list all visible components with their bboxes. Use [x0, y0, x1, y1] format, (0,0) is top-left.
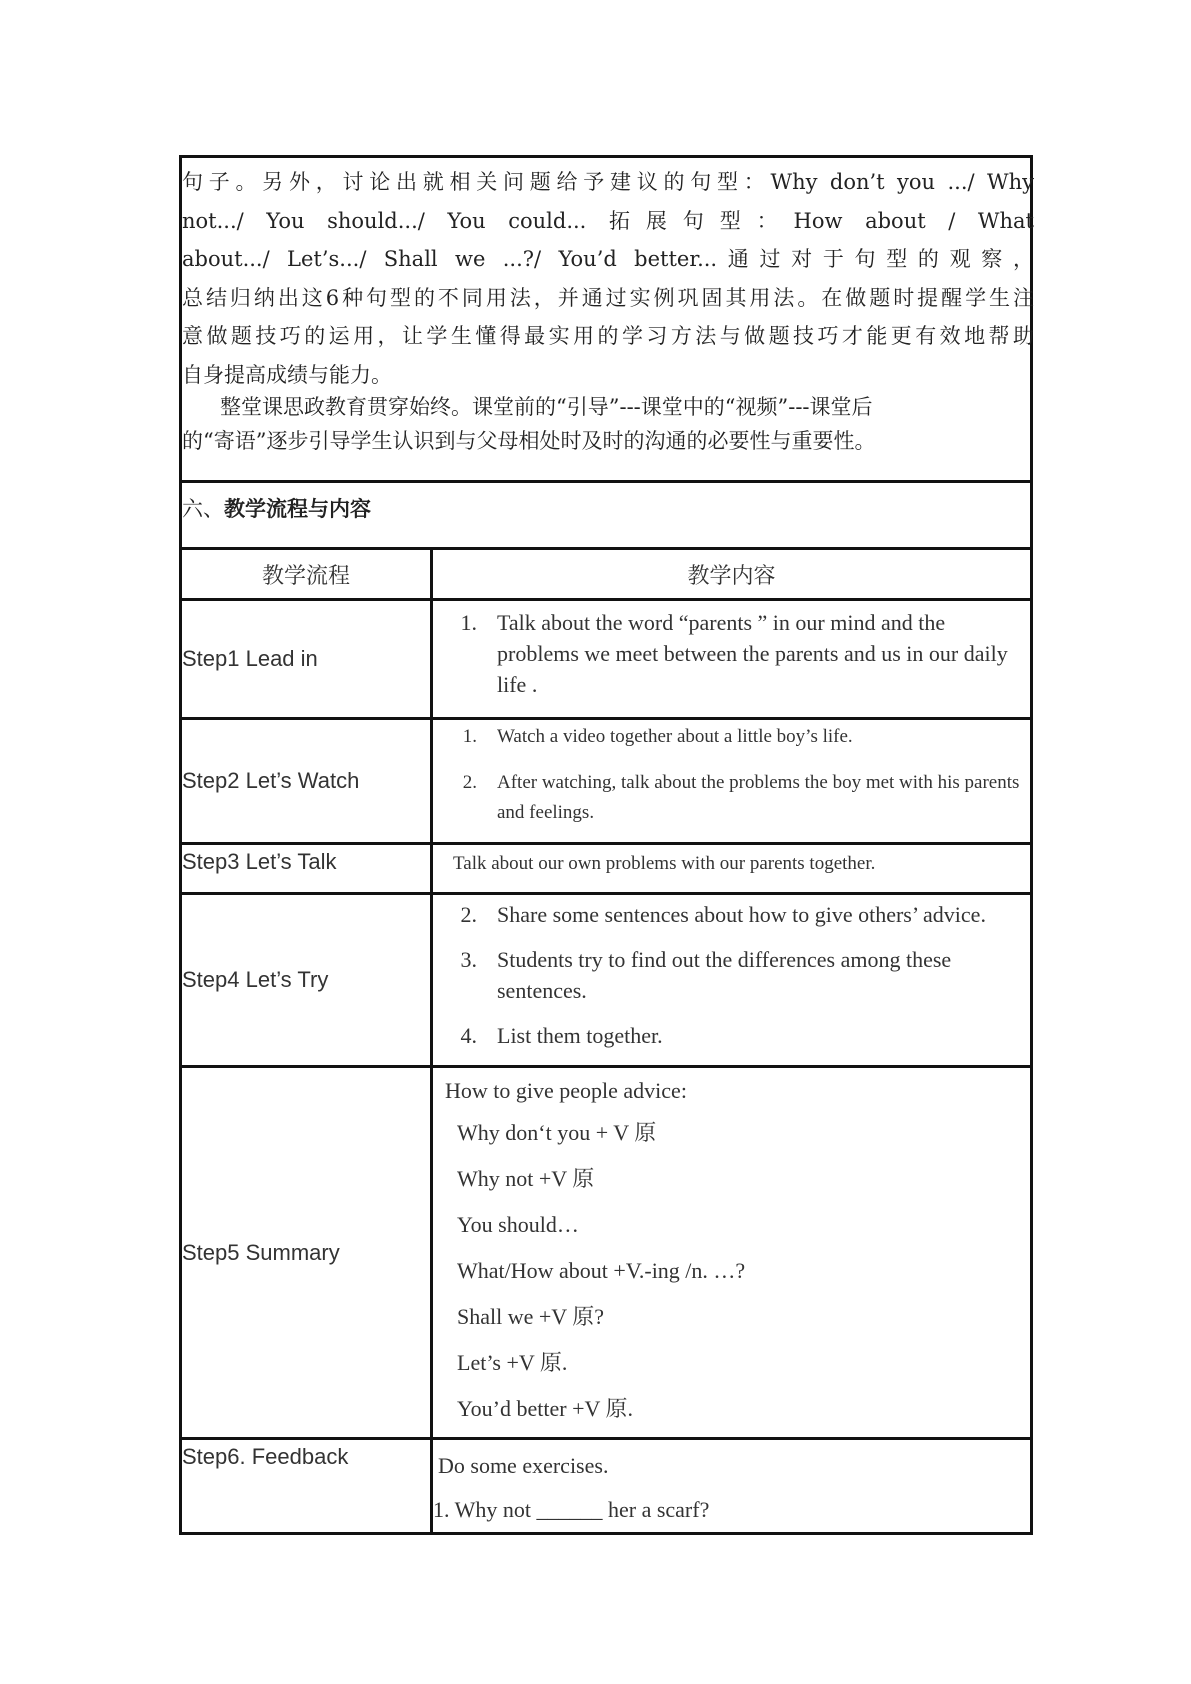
- summary-line: What/How about +V.-ing /n. …?: [457, 1258, 746, 1283]
- list-item: 1. Watch a video together about a little boy’s life.: [462, 726, 853, 747]
- list-item: 2. Share some sentences about how to give others’ advice.: [460, 902, 986, 927]
- table-header-row: [181, 549, 1032, 600]
- step-label: Step5 Summary: [181, 1067, 432, 1439]
- feedback-question: 1. Why not ______ her a scarf?: [433, 1497, 710, 1522]
- intro-line-6: 自身提高成绩与能力。: [182, 362, 392, 387]
- summary-line: Let’s +V 原.: [457, 1350, 568, 1375]
- feedback-line: Do some exercises.: [438, 1453, 609, 1478]
- summary-line: Why not +V 原: [457, 1166, 595, 1191]
- step-label: Step6. Feedback: [181, 1439, 432, 1534]
- intro-line-3: about.../ Let’s.../ Shall we ...?/ You’d better...通过对于句型的观察，: [182, 247, 1034, 271]
- intro-line-4: 总结归纳出这6种句型的不同用法，并通过实例巩固其用法。在做题时提醒学生注: [182, 285, 1034, 310]
- step-label: Step1 Lead in: [181, 600, 432, 719]
- intro-line-1: 句子。另外，讨论出就相关问题给予建议的句型：Why don’t you .../ Why: [182, 170, 1034, 194]
- header-content: 教学内容: [432, 549, 1032, 600]
- list-item: 2. After watching, talk about the problems the boy met with his parents and feelings.: [462, 772, 1020, 823]
- step-content: [432, 894, 1032, 1067]
- summary-line: Why don‘t you + V 原: [457, 1120, 657, 1145]
- header-flow: 教学流程: [181, 549, 432, 600]
- table-row: [181, 1439, 1032, 1534]
- section-prefix: 六、: [182, 497, 224, 521]
- step-content: [432, 719, 1032, 844]
- summary-line: You should…: [457, 1212, 579, 1237]
- intro-para2-line-2: 的“寄语”逐步引导学生认识到与父母相处时及时的沟通的必要性与重要性。: [182, 429, 876, 453]
- intro-line-5: 意做题技巧的运用，让学生懂得最实用的学习方法与做题技巧才能更有效地帮助: [182, 324, 1034, 348]
- step-content: [432, 1439, 1032, 1534]
- intro-text-block: [179, 155, 1033, 480]
- list-item: 3. Students try to find out the differences among these sentences.: [460, 947, 952, 1003]
- step-content: [432, 600, 1032, 719]
- summary-line: You’d better +V 原.: [457, 1396, 633, 1421]
- intro-line-2: not.../ You should.../ You could... 拓展句型：How about / What: [182, 208, 1034, 233]
- step-label: Step3 Let’s Talk: [181, 844, 432, 894]
- table-row: [181, 600, 1032, 719]
- table-row: [181, 719, 1032, 844]
- list-item: 4. List them together.: [460, 1023, 663, 1048]
- intro-para2-line-1: 整堂课思政教育贯穿始终。课堂前的“引导”---课堂中的“视频”---课堂后: [220, 395, 873, 419]
- table-row: [181, 844, 1032, 894]
- table-row: [181, 1067, 1032, 1439]
- section-heading: [179, 480, 1033, 547]
- step-label: Step2 Let’s Watch: [181, 719, 432, 844]
- section-title: 教学流程与内容: [224, 497, 371, 521]
- teaching-flow-table: [179, 547, 1033, 1535]
- step-content: Talk about our own problems with our parents together.: [432, 844, 1032, 894]
- table-row: [181, 894, 1032, 1067]
- summary-heading: How to give people advice:: [445, 1078, 687, 1103]
- step-content: [432, 1067, 1032, 1439]
- list-item: 1. Talk about the word “parents ” in our mind and the problems we meet between the parents and us in our daily life .: [460, 610, 1008, 697]
- summary-line: Shall we +V 原?: [457, 1304, 605, 1329]
- step-label: Step4 Let’s Try: [181, 894, 432, 1067]
- lesson-plan-page: [179, 155, 1033, 1535]
